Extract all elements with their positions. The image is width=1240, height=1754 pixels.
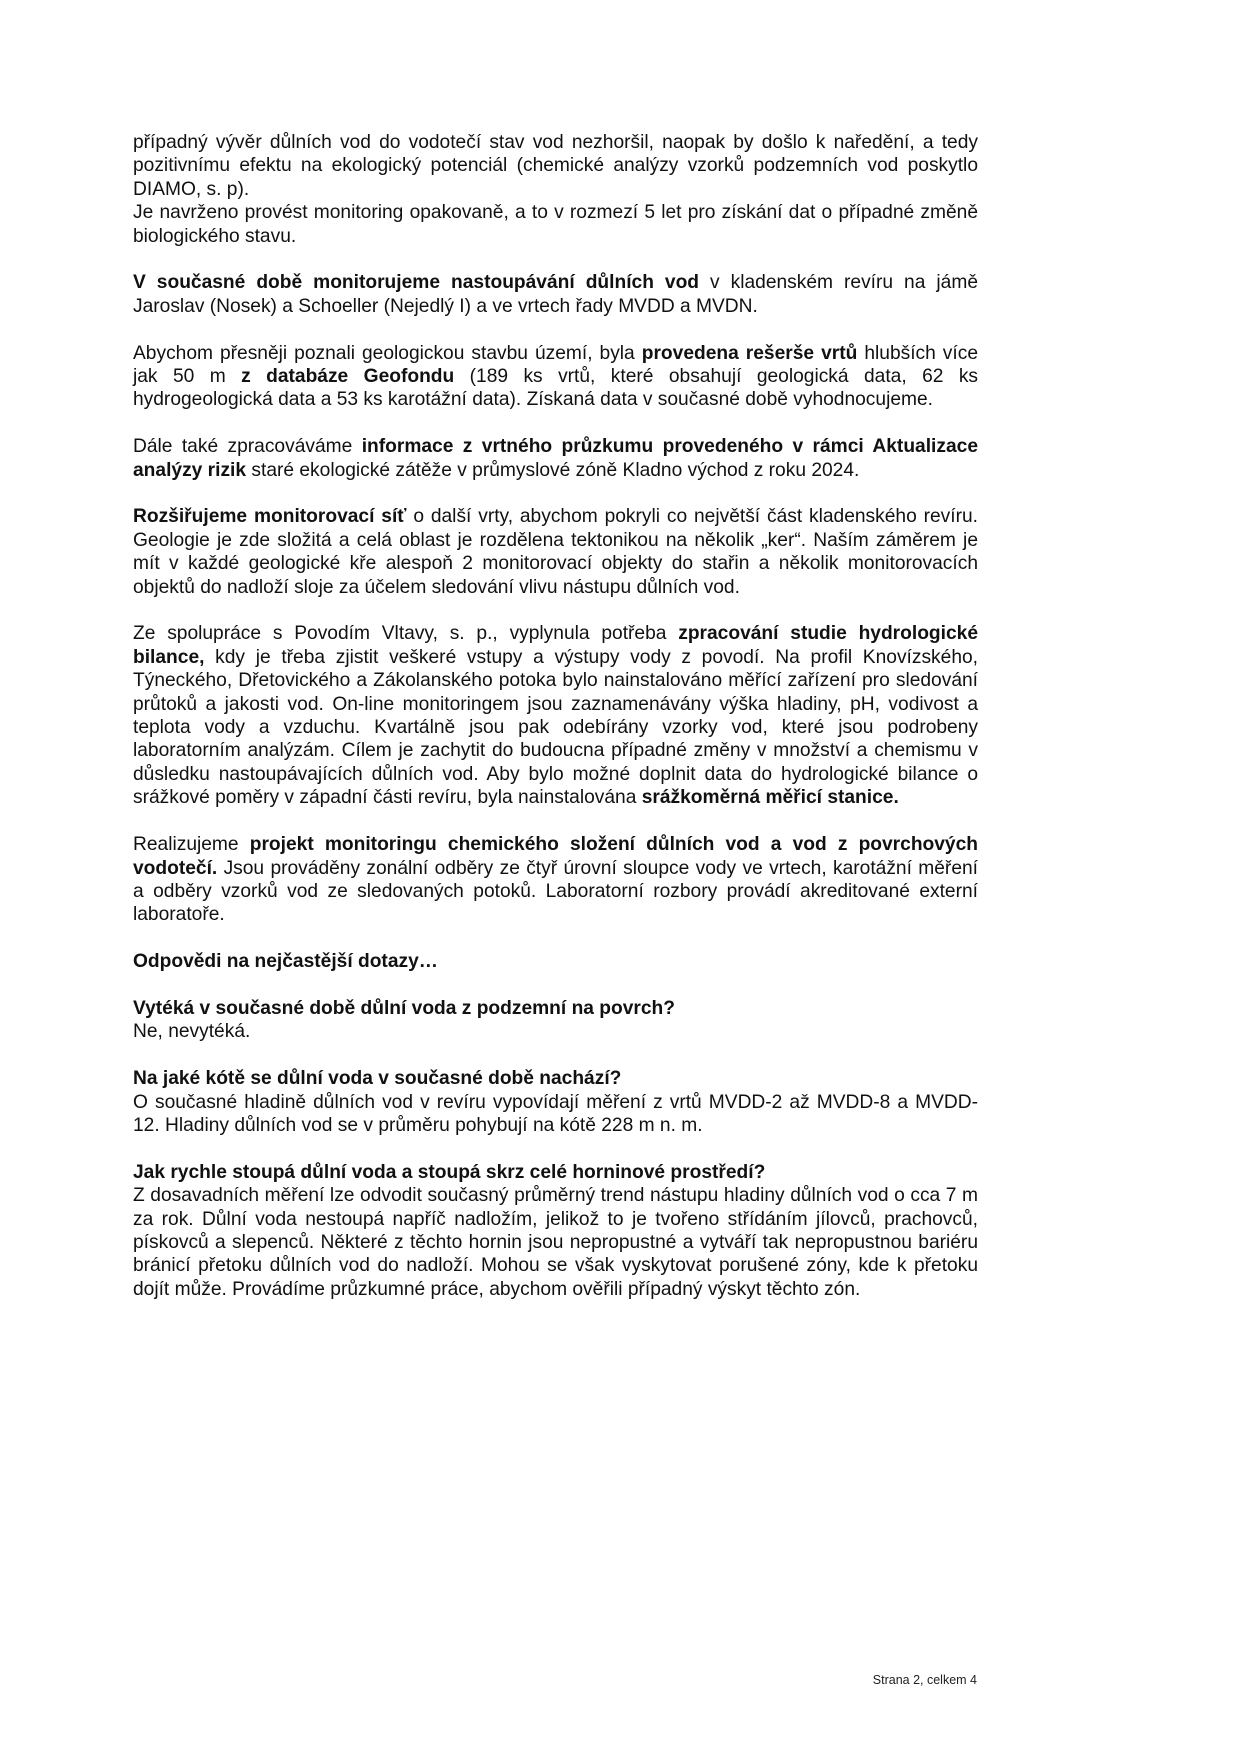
faq-item	[133, 1067, 978, 1137]
text: Je navrženo provést monitoring opakovaně, a to v rozmezí 5 let pro získání dat o případné změně biologického stavu.	[133, 202, 978, 247]
text: Jsou prováděny zonální odběry ze čtyř úrovní sloupce vody ve vrtech, karotážní měření a odběry vzorků vod ze sledovaných potoků. Laboratorní rozbory provádí akreditované externí laboratoře.	[133, 857, 978, 926]
bold-text: zpracování studie hydrologické bilance,	[133, 623, 978, 668]
bold-text: informace z vrtného průzkumu provedeného v rámci Aktualizace analýzy rizik	[133, 436, 978, 481]
page-number: Strana 2, celkem 4	[872, 1673, 977, 1687]
faq-item	[133, 1161, 978, 1301]
bold-text: projekt monitoringu chemického složení důlních vod a vod z povrchových vodotečí.	[133, 834, 978, 879]
text: Abychom přesněji poznali geologickou stavbu území, byla	[133, 342, 642, 364]
bold-text: z databáze Geofondu	[241, 366, 455, 388]
paragraph-monitoring-repeat	[133, 201, 978, 248]
paragraph-network-expansion	[133, 505, 978, 599]
faq-question: Vytéká v současné době důlní voda z podzemní na povrch?	[133, 997, 675, 1019]
faq-heading	[133, 950, 978, 973]
faq-question: Jak rychle stoupá důlní voda a stoupá skrz celé horninové prostředí?	[133, 1161, 766, 1183]
document-page	[133, 131, 978, 1325]
faq-answer: Z dosavadních měření lze odvodit současný průměrný trend nástupu hladiny důlních vod o cca 7 m za rok. Důlní voda nestoupá napříč nadložím, jelikož to je tvořeno střídáním jílovců, prachovců, pískovců a slepenců. Některé z těchto hornin jsou nepropustné a vytváří tak nepropustnou bariéru bránicí přetoku důlních vod do nadloží. Mohou se však vyskytovat porušené zóny, kde k přetoku dojít může. Provádíme průzkumné práce, abychom ověřili případný výskyt těchto zón.	[133, 1185, 978, 1300]
bold-text: Rozšiřujeme monitorovací síť	[133, 506, 407, 528]
text: o další vrty, abychom pokryli co největší část kladenského revíru. Geologie je zde složitá a celá oblast je rozdělena tektonikou na několik „ker“. Naším záměrem je mít v každé geologické kře alespoň 2 monitorovací objekty do stařin a několik monitorovacích objektů do nadloží sloje za účelem sledování vlivu nástupu důlních vod.	[133, 506, 978, 598]
text: případný vývěr důlních vod do vodotečí stav vod nezhoršil, naopak by došlo k naředění, a tedy pozitivnímu efektu na ekologický potenciál (chemické analýzy vzorků podzemních vod poskytlo DIAMO, s. p).	[133, 132, 978, 200]
paragraph-risk-analysis	[133, 435, 978, 482]
text: Realizujeme	[133, 834, 250, 856]
bold-text: provedena rešerše vrtů	[641, 342, 858, 364]
paragraph-mine-water-monitoring	[133, 271, 978, 318]
text: kdy je třeba zjistit veškeré vstupy a výstupy vody z povodí. Na profil Knovízského, Týneckého, Dřetovického a Zákolanského potoka bylo nainstalováno měřící zařízení pro sledování průtoků a jakosti vod. On-line monitoringem jsou zaznamenávány výška hladiny, pH, vodivost a teplota vody a vzduchu. Kvartálně jsou pak odebírány vzorky vod, které jsou podrobeny laboratorním analýzám. Cílem je zachytit do budoucna případné změny v množství a chemismu v důsledku nastoupávajících důlních vod. Aby bylo možné doplnit data do hydrologické bilance o srážkové poměry v západní části revíru, byla nainstalována	[133, 646, 978, 809]
paragraph-geofond-research	[133, 342, 978, 412]
text: Ze spolupráce s Povodím Vltavy, s. p., vyplynula potřeba	[133, 623, 679, 645]
paragraph-hydrological-balance	[133, 622, 978, 809]
text: (189 ks vrtů, které obsahují geologická data, 62 ks hydrogeologická data a 53 ks karotážní data). Získaná data v současné době vyhodnocujeme.	[133, 366, 979, 411]
faq-answer: Ne, nevytéká.	[133, 1021, 251, 1043]
faq-item	[133, 997, 978, 1044]
bold-text: srážkoměrná měřicí stanice.	[641, 787, 899, 809]
text: hlubších více jak 50 m	[133, 342, 978, 388]
faq-answer: O současné hladině důlních vod v revíru vypovídají měření z vrtů MVDD-2 až MVDD-8 a MVDD-12. Hladiny důlních vod se v průměru pohybují na kótě 228 m n. m.	[133, 1091, 978, 1136]
paragraph-chemical-monitoring	[133, 833, 978, 927]
text: Dále také zpracováváme	[133, 436, 362, 458]
text: v kladenském revíru na jámě Jaroslav (Nosek) a Schoeller (Nejedlý I) a ve vrtech řady MVDD a MVDN.	[133, 272, 978, 317]
text: staré ekologické zátěže v průmyslové zóně Kladno východ z roku 2024.	[246, 459, 860, 481]
bold-text: V současné době monitorujeme nastoupávání důlních vod	[133, 272, 700, 294]
faq-heading-text: Odpovědi na nejčastější dotazy…	[133, 951, 438, 973]
faq-question: Na jaké kótě se důlní voda v současné době nachází?	[133, 1068, 622, 1090]
paragraph-ecological-effect	[133, 131, 978, 201]
